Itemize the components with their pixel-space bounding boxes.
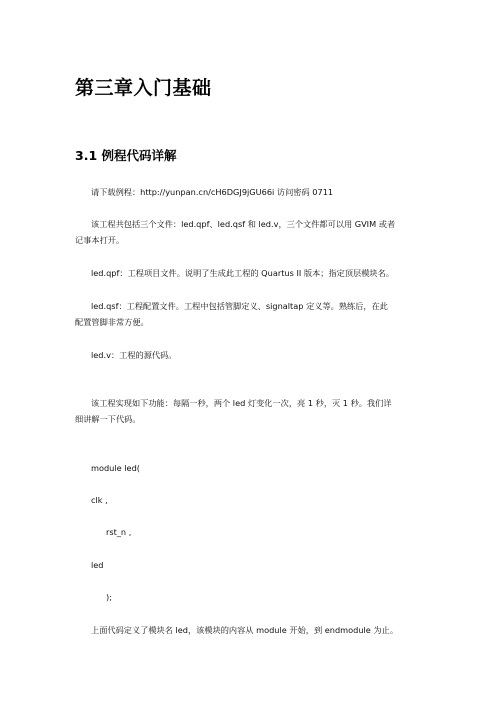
code-line: rst_n , <box>106 527 132 537</box>
code-line: ); <box>106 592 112 602</box>
download-paragraph: 请下载例程：http://yunpan.cn/cH6DGJ9jGU66i 访问密码 0711 <box>91 187 334 197</box>
qpf-paragraph: led.qpf：工程项目文件。说明了生成此工程的 Quartus II 版本；指定顶层模块名。 <box>91 268 394 278</box>
code-line: led <box>91 560 104 570</box>
code-line: module led( <box>91 463 140 473</box>
description-paragraph: 上面代码定义了模块名 led，该模块的内容从 module 开始，到 endmodule 为止。 <box>91 625 399 635</box>
chapter-title: 第三章入门基础 <box>75 77 212 99</box>
section-title: 3.1 例程代码详解 <box>75 148 177 163</box>
qsf-paragraph-line1: led.qsf：工程配置文件。工程中包括管脚定义、signaltap 定义等。熟练后，在此 <box>91 301 388 311</box>
v-paragraph: led.v：工程的源代码。 <box>91 350 177 360</box>
code-line: clk , <box>91 495 108 505</box>
files-paragraph-line2: 记事本打开。 <box>75 235 125 245</box>
function-paragraph-line1: 该工程实现如下功能：每隔一秒，两个 led 灯变化一次，亮 1 秒，灭 1 秒。我们详 <box>91 398 392 408</box>
files-paragraph-line1: 该工程共包括三个文件：led.qpf、led.qsf 和 led.v，三个文件都可以用 GVIM 或者 <box>91 219 396 229</box>
qsf-paragraph-line2: 配置管脚非常方便。 <box>75 317 149 327</box>
function-paragraph-line2: 细讲解一下代码。 <box>75 414 141 424</box>
